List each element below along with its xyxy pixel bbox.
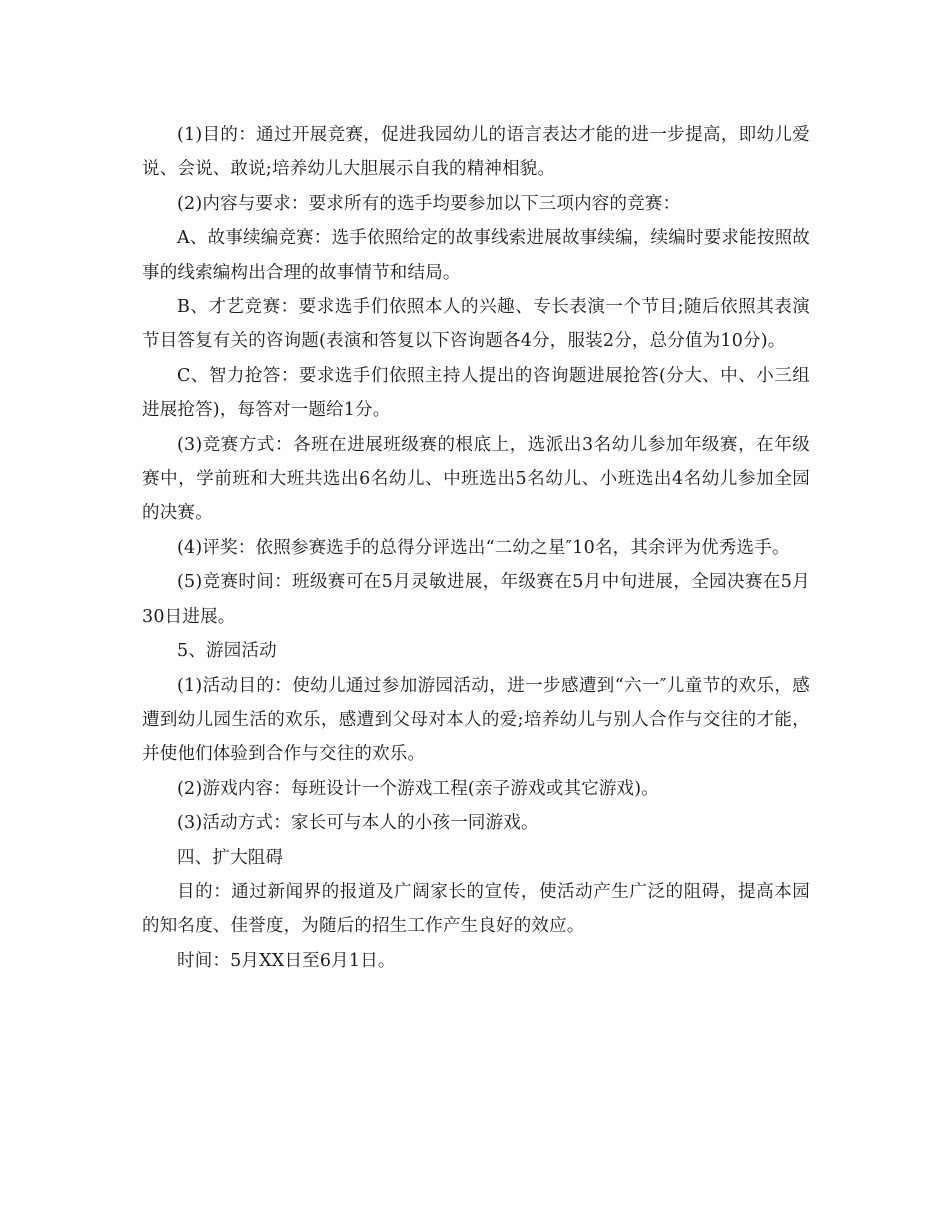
paragraph-content-requirements: (2)内容与要求：要求所有的选手均要参加以下三项内容的竞赛：: [177, 193, 681, 214]
paragraph-activity-format: (3)活动方式：家长可与本人的小孩一同游戏。: [177, 813, 539, 834]
paragraph-talent-contest: B、才艺竞赛：要求选手们依照本人的兴趣、专长表演一个节目;随后依照其表演节目答复有关的咨询题(表演和答复以下咨询题各4分，服装2分，总分值为10分)。: [142, 297, 810, 352]
paragraph-influence-purpose: 目的：通过新闻界的报道及广阔家长的宣传，使活动产生广泛的阻碍，提高本园的知名度、佳誉度，为随后的招生工作产生良好的效应。: [142, 881, 810, 937]
paragraph-quiz: C、智力抢答：要求选手们依照主持人提出的咨询题进展抢答(分大、中、小三组进展抢答)，每答对一题给1分。: [142, 365, 810, 421]
paragraph-influence-time: 时间：5月XX日至6月1日。: [177, 950, 396, 971]
document-body: [142, 118, 810, 978]
paragraph-contest-time: (5)竞赛时间：班级赛可在5月灵敏进展，年级赛在5月中旬进展，全园决赛在5月30日进展。: [142, 572, 810, 627]
paragraph-contest-format: (3)竞赛方式：各班在进展班级赛的根底上，选派出3名幼儿参加年级赛，在年级赛中，学前班和大班共选出6名幼儿、中班选出5名幼儿、小班选出4名幼儿参加全园的决赛。: [142, 434, 810, 524]
section-heading-expand-influence: 四、扩大阻碍: [177, 847, 284, 868]
section-heading-garden-activity: 5、游园活动: [177, 641, 277, 662]
paragraph-story-continuation: A、故事续编竞赛：选手依照给定的故事线索进展故事续编，续编时要求能按照故事的线索编构出合理的故事情节和结局。: [142, 228, 810, 283]
paragraph-game-content: (2)游戏内容：每班设计一个游戏工程(亲子游戏或其它游戏)。: [177, 778, 659, 799]
paragraph-awards: (4)评奖：依照参赛选手的总得分评选出“二幼之星″10名，其余评为优秀选手。: [177, 537, 790, 558]
paragraph-purpose: (1)目的：通过开展竞赛，促进我园幼儿的语言表达才能的进一步提高，即幼儿爱说、会说、敢说;培养幼儿大胆展示自我的精神相貌。: [142, 125, 810, 180]
paragraph-activity-purpose: (1)活动目的：使幼儿通过参加游园活动，进一步感遭到“六一″儿童节的欢乐，感遭到幼儿园生活的欢乐，感遭到父母对本人的爱;培养幼儿与别人合作与交往的才能，并使他们体验到合作与交往的欢乐。: [142, 675, 810, 765]
